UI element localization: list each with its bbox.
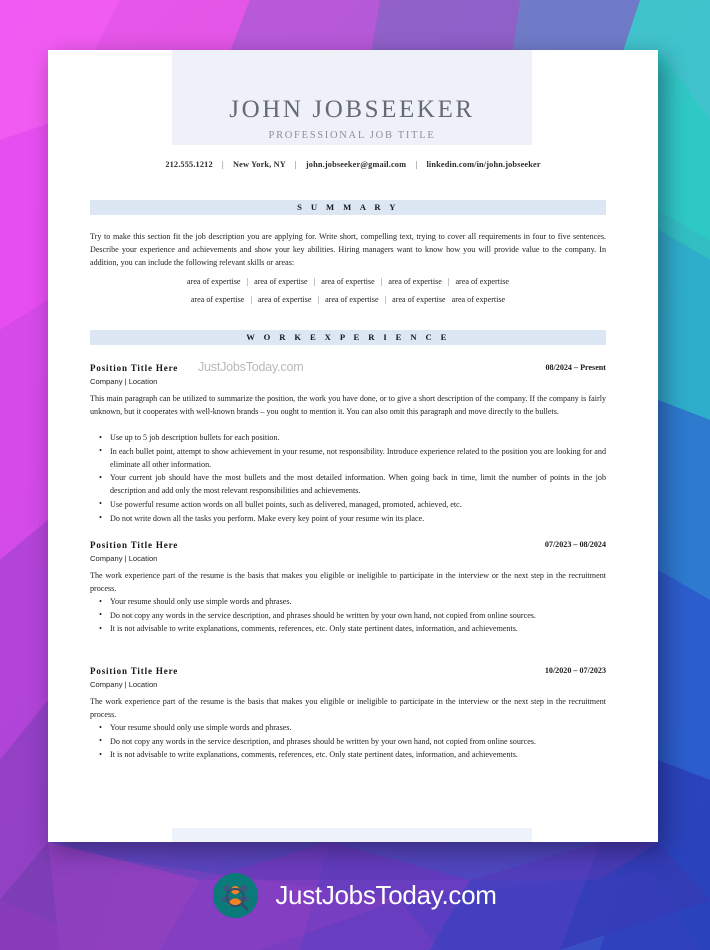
skill-item: area of expertise bbox=[187, 277, 241, 286]
job-company-location: Company | Location bbox=[90, 680, 158, 689]
section-header-summary bbox=[90, 200, 606, 215]
section-heading-text: S U M M A R Y bbox=[297, 202, 399, 212]
bullet-item: • Your resume should only use simple words and phrases. bbox=[90, 595, 606, 608]
bullet-item: • In each bullet point, attempt to show achievement in your resume, not responsibility. Introduce experience related to the position you are looking for and eliminate all other information. bbox=[90, 445, 606, 471]
section-header-work-experience bbox=[90, 330, 606, 345]
skill-item: area of expertise bbox=[451, 295, 506, 304]
job-bullet-list bbox=[90, 721, 606, 762]
resume-name: JOHN JOBSEEKER bbox=[229, 96, 475, 123]
contact-email: john.jobseeker@gmail.com bbox=[305, 160, 407, 169]
job-bullet-list bbox=[90, 431, 606, 525]
contact-linkedin: linkedin.com/in/john.jobseeker bbox=[426, 160, 541, 169]
skill-item: area of expertise bbox=[392, 295, 446, 304]
resume-job-title: PROFESSIONAL JOB TITLE bbox=[268, 130, 436, 141]
contact-separator: | bbox=[221, 160, 224, 169]
footer-brand bbox=[0, 862, 710, 928]
contact-separator: | bbox=[415, 160, 418, 169]
bullet-item: • Do not write down all the tasks you perform. Make every key point of your resume win its place. bbox=[90, 512, 606, 525]
skill-item: area of expertise bbox=[257, 295, 312, 304]
job-date-range: 08/2024 – Present bbox=[545, 363, 606, 372]
job-date-range: 07/2023 – 08/2024 bbox=[544, 540, 606, 549]
bullet-item: • Do not copy any words in the service description, and phrases should be written by your own hand, not copied from online sources. bbox=[90, 735, 606, 748]
bullet-item: • It is not advisable to write explanations, comments, references, etc. Only state pertinent dates, information, and achievements. bbox=[90, 622, 606, 635]
skill-item: area of expertise bbox=[190, 295, 245, 304]
contact-phone: 212.555.1212 bbox=[165, 160, 213, 169]
skills-row-1: area of expertise | area of expertise | area of expertise | area of expertise | area of expertise bbox=[90, 277, 606, 286]
bullet-item: • Use powerful resume action words on all bullet points, such as delivered, managed, promoted, achieved, etc. bbox=[90, 498, 606, 511]
skill-item: area of expertise bbox=[388, 277, 442, 286]
contact-separator: | bbox=[294, 160, 297, 169]
job-title: Position Title Here bbox=[90, 540, 179, 550]
resume-document-page bbox=[48, 50, 658, 842]
brand-name-text: JustJobsToday.com bbox=[275, 879, 497, 910]
job-paragraph: This main paragraph can be utilized to summarize the position, the work you have done, or to give a short description of the company. If the company is fairly unknown, but it cooperates with well-known brands – you ought to mention it. You can also omit this paragraph and move directly to the bullets. bbox=[90, 394, 606, 417]
contact-location: New York, NY bbox=[233, 160, 286, 169]
bullet-item: • Do not copy any words in the service description, and phrases should be written by your own hand, not copied from online sources. bbox=[90, 609, 606, 622]
section-heading-text: W O R K E X P E R I E N C E bbox=[246, 332, 450, 342]
bullet-item: • Your resume should only use simple words and phrases. bbox=[90, 721, 606, 734]
watermark-text: JustJobsToday.com bbox=[198, 360, 304, 374]
job-company-location: Company | Location bbox=[90, 377, 158, 386]
job-date-range: 10/2020 – 07/2023 bbox=[544, 666, 606, 675]
people-search-icon bbox=[213, 873, 258, 918]
skill-item: area of expertise bbox=[254, 277, 308, 286]
resume-contact-line bbox=[48, 160, 658, 169]
job-company-location: Company | Location bbox=[90, 554, 158, 563]
job-paragraph: The work experience part of the resume is the basis that makes you eligible or ineligible to participate in the interview or the next step in the recruitment process. bbox=[90, 697, 606, 720]
skills-row-2: area of expertise | area of expertise | area of expertise | area of expertise area of expertise bbox=[90, 295, 606, 304]
bullet-item: • Use up to 5 job description bullets for each position. bbox=[90, 431, 606, 444]
bullet-item: • Your current job should have the most bullets and the most detailed information. When going back in time, limit the number of points in the job description and add only the most relevant responsibilities and achievements. bbox=[90, 471, 606, 497]
job-paragraph: The work experience part of the resume is the basis that makes you eligible or ineligible to participate in the interview or the next step in the recruitment process. bbox=[90, 571, 606, 594]
brand-logo bbox=[213, 873, 258, 918]
skill-item: area of expertise bbox=[325, 295, 379, 304]
skill-item: area of expertise bbox=[321, 277, 375, 286]
bullet-item: • It is not advisable to write explanations, comments, references, etc. Only state pertinent dates, information, and achievements. bbox=[90, 748, 606, 761]
skill-item: area of expertise bbox=[455, 277, 509, 286]
next-section-band-partial bbox=[172, 828, 532, 842]
job-bullet-list bbox=[90, 595, 606, 636]
job-title: Position Title Here bbox=[90, 666, 179, 676]
summary-paragraph: Try to make this section fit the job description you are applying for. Write short, compelling text, trying to cover all requirements in four to five sentences. Describe your experience and achievements and show your key abilities. Hiring managers want to know how you will provide value to the company. In addition, you can include the following relevant skills or areas: bbox=[90, 232, 606, 268]
job-title: Position Title Here bbox=[90, 363, 179, 373]
